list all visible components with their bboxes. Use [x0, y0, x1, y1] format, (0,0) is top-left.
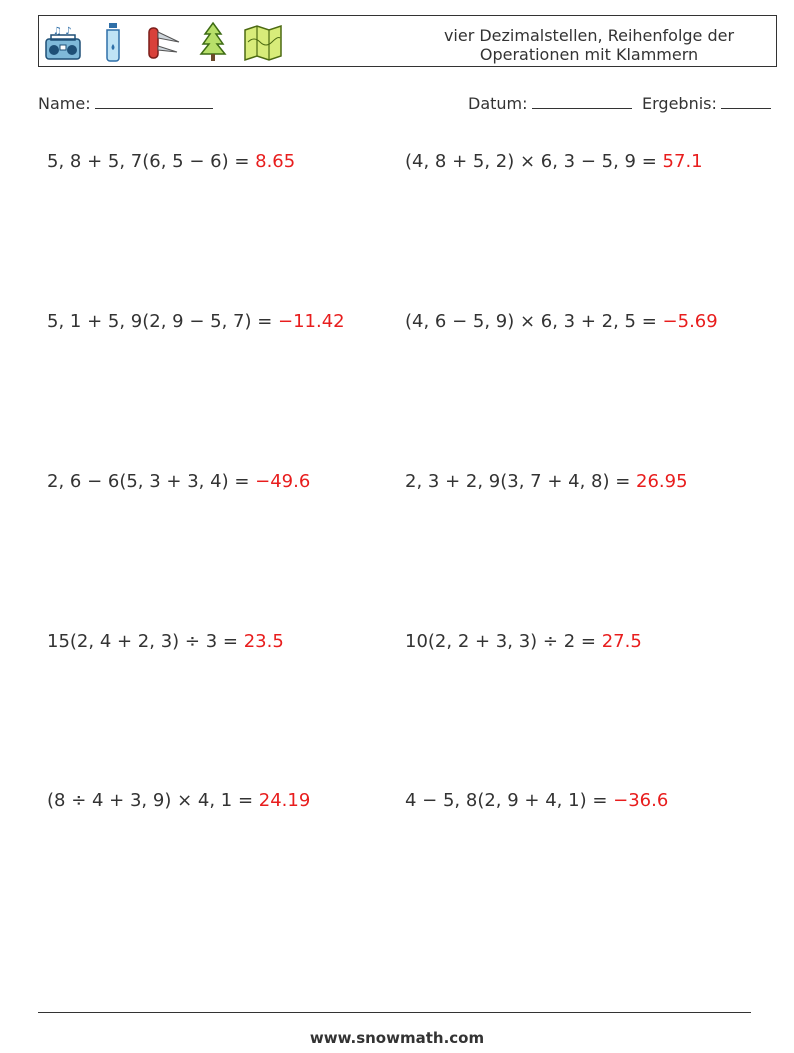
svg-text:♫ ♪: ♫ ♪ — [53, 26, 72, 37]
problem-expression: (4, 8 + 5, 2) × 6, 3 − 5, 9 = — [405, 151, 663, 172]
problem-2 — [405, 151, 703, 172]
problem-answer: 8.65 — [255, 151, 296, 172]
problem-answer: 57.1 — [662, 151, 703, 172]
problem-answer: 27.5 — [601, 631, 642, 652]
problem-7 — [47, 631, 284, 652]
problem-expression: (8 ÷ 4 + 3, 9) × 4, 1 = — [47, 790, 259, 811]
footer-url[interactable]: www.snowmath.com — [309, 1029, 485, 1047]
problem-4 — [405, 311, 718, 332]
name-label: Name: — [38, 94, 91, 113]
problem-5 — [47, 471, 310, 492]
problem-answer: 26.95 — [636, 471, 688, 492]
footer-divider — [38, 1012, 751, 1013]
score-field[interactable] — [642, 94, 771, 113]
score-blank[interactable] — [721, 94, 771, 109]
problem-9 — [47, 790, 310, 811]
pocket-knife-icon — [143, 20, 183, 64]
problem-answer: −11.42 — [278, 311, 345, 332]
problem-1 — [47, 151, 295, 172]
problem-answer: −5.69 — [662, 311, 718, 332]
problem-answer: −49.6 — [255, 471, 311, 492]
problem-3 — [47, 311, 345, 332]
problem-answer: −36.6 — [613, 790, 669, 811]
problem-expression: 15(2, 4 + 2, 3) ÷ 3 = — [47, 631, 244, 652]
problem-expression: (4, 6 − 5, 9) × 6, 3 + 2, 5 = — [405, 311, 663, 332]
header-icons — [43, 20, 283, 64]
problem-answer: 23.5 — [243, 631, 284, 652]
date-label: Datum: — [468, 94, 528, 113]
water-bottle-icon — [93, 20, 133, 64]
map-icon — [243, 20, 283, 64]
pine-tree-icon — [193, 20, 233, 64]
problem-expression: 2, 6 − 6(5, 3 + 3, 4) = — [47, 471, 256, 492]
score-label: Ergebnis: — [642, 94, 717, 113]
worksheet-header — [38, 15, 777, 67]
title-line-2: Operationen mit Klammern — [479, 45, 699, 64]
problem-expression: 4 − 5, 8(2, 9 + 4, 1) = — [405, 790, 614, 811]
date-field[interactable] — [468, 94, 632, 113]
problem-6 — [405, 471, 688, 492]
title-line-1: vier Dezimalstellen, Reihenfolge der — [443, 26, 735, 45]
problem-10 — [405, 790, 668, 811]
problem-answer: 24.19 — [258, 790, 311, 811]
problem-expression: 5, 8 + 5, 7(6, 5 − 6) = — [47, 151, 256, 172]
worksheet-title — [419, 26, 759, 64]
date-blank[interactable] — [532, 94, 632, 109]
boombox-icon — [43, 20, 83, 64]
name-field[interactable] — [38, 94, 213, 113]
problem-expression: 10(2, 2 + 3, 3) ÷ 2 = — [405, 631, 602, 652]
problem-8 — [405, 631, 642, 652]
name-blank[interactable] — [95, 94, 213, 109]
problem-expression: 2, 3 + 2, 9(3, 7 + 4, 8) = — [405, 471, 637, 492]
problem-expression: 5, 1 + 5, 9(2, 9 − 5, 7) = — [47, 311, 279, 332]
